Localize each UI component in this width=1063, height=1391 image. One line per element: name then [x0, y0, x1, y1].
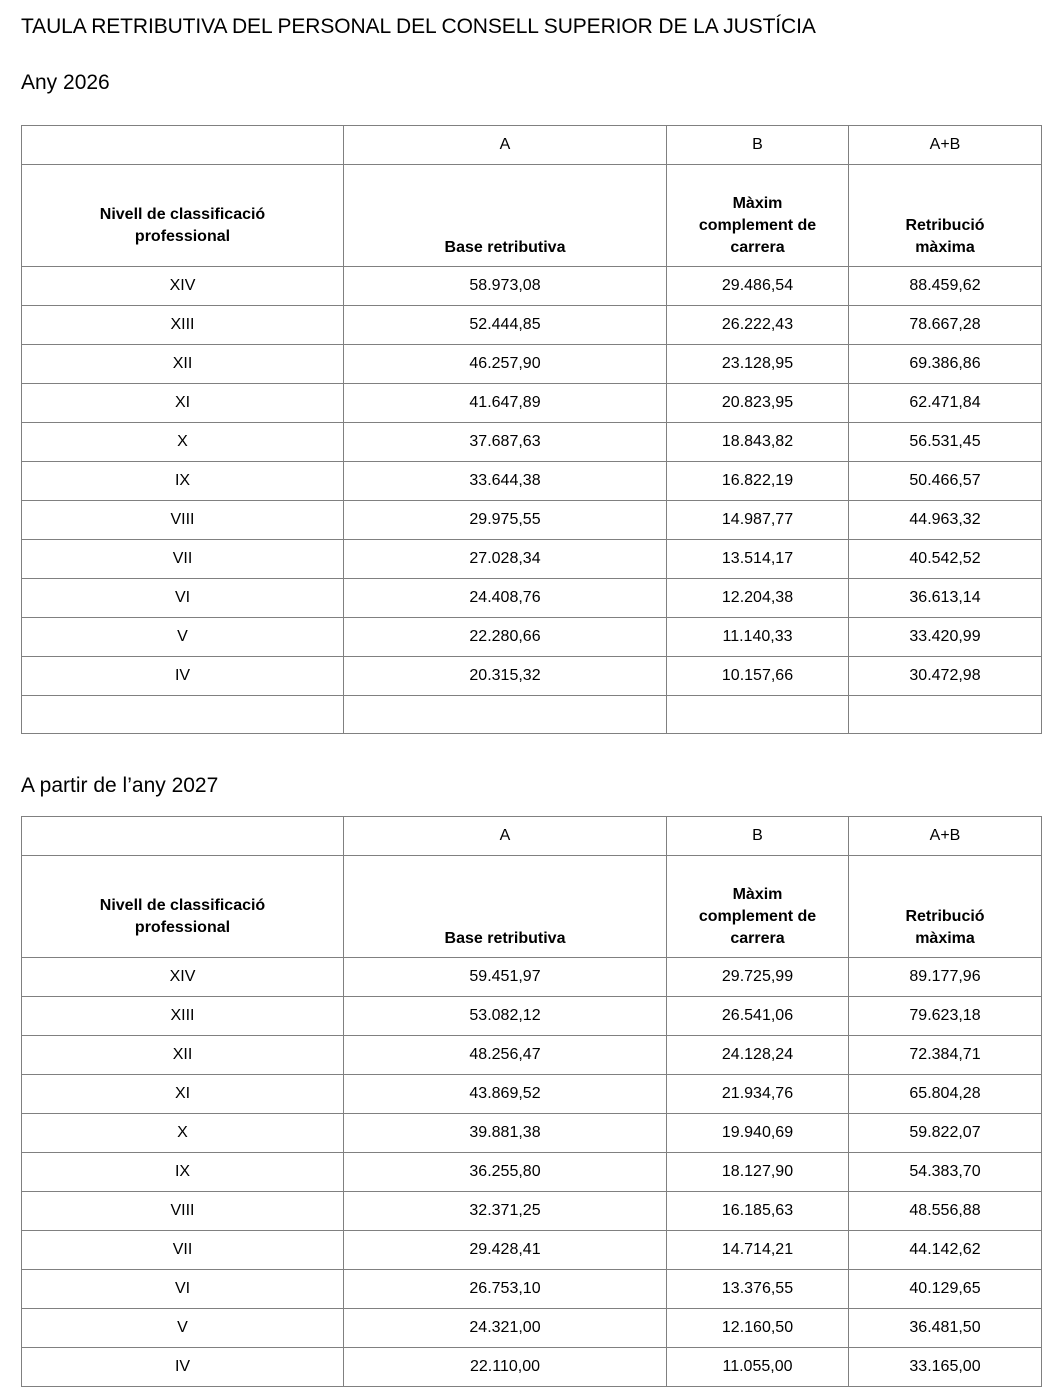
cell-base-salary: 29.428,41	[344, 1231, 667, 1270]
cell-career-complement: 18.843,82	[667, 423, 849, 462]
cell-max-salary: 59.822,07	[849, 1114, 1042, 1153]
cell-max-salary: 48.556,88	[849, 1192, 1042, 1231]
table-row	[22, 423, 1042, 462]
cell-career-complement: 13.514,17	[667, 540, 849, 579]
empty-table-row	[22, 696, 1042, 734]
cell-career-complement: 29.725,99	[667, 958, 849, 997]
cell-base-salary: 36.255,80	[344, 1153, 667, 1192]
cell-career-complement: 26.541,06	[667, 997, 849, 1036]
cell-career-complement: 11.055,00	[667, 1348, 849, 1387]
table-row	[22, 657, 1042, 696]
column-letter-row	[22, 817, 1042, 856]
cell-max-salary: 30.472,98	[849, 657, 1042, 696]
salary-table-2026	[21, 125, 1042, 734]
document-title: TAULA RETRIBUTIVA DEL PERSONAL DEL CONSELL SUPERIOR DE LA JUSTÍCIA	[21, 15, 816, 38]
cell-level: XII	[22, 1036, 344, 1075]
cell-level: XI	[22, 1075, 344, 1114]
cell-max-salary: 50.466,57	[849, 462, 1042, 501]
cell-max-salary: 33.420,99	[849, 618, 1042, 657]
column-letter: A	[344, 817, 667, 856]
cell-career-complement: 29.486,54	[667, 267, 849, 306]
cell-base-salary: 20.315,32	[344, 657, 667, 696]
cell-base-salary: 59.451,97	[344, 958, 667, 997]
cell-level: XIII	[22, 997, 344, 1036]
cell-max-salary: 40.129,65	[849, 1270, 1042, 1309]
cell-level: XII	[22, 345, 344, 384]
column-letter: A+B	[849, 126, 1042, 165]
cell-level: XIV	[22, 958, 344, 997]
cell-base-salary: 53.082,12	[344, 997, 667, 1036]
cell-career-complement: 10.157,66	[667, 657, 849, 696]
table-row	[22, 1075, 1042, 1114]
column-letter: A+B	[849, 817, 1042, 856]
cell-max-salary: 33.165,00	[849, 1348, 1042, 1387]
column-letter: B	[667, 126, 849, 165]
cell-base-salary: 37.687,63	[344, 423, 667, 462]
cell-level: VI	[22, 1270, 344, 1309]
cell-level: VII	[22, 1231, 344, 1270]
cell-level: VII	[22, 540, 344, 579]
table-row	[22, 267, 1042, 306]
cell-max-salary: 62.471,84	[849, 384, 1042, 423]
table-row	[22, 1114, 1042, 1153]
cell-level: XIII	[22, 306, 344, 345]
table-row	[22, 306, 1042, 345]
cell-base-salary: 24.321,00	[344, 1309, 667, 1348]
cell-base-salary: 43.869,52	[344, 1075, 667, 1114]
table-row	[22, 1270, 1042, 1309]
cell-level: VI	[22, 579, 344, 618]
column-header-base: Base retributiva	[344, 165, 667, 267]
table-row	[22, 540, 1042, 579]
cell-career-complement: 16.185,63	[667, 1192, 849, 1231]
cell-max-salary: 89.177,96	[849, 958, 1042, 997]
cell-max-salary: 36.481,50	[849, 1309, 1042, 1348]
cell-base-salary: 39.881,38	[344, 1114, 667, 1153]
cell-career-complement: 19.940,69	[667, 1114, 849, 1153]
table-row	[22, 1348, 1042, 1387]
table-body	[22, 267, 1042, 734]
column-header-row	[22, 165, 1042, 267]
cell-level: VIII	[22, 501, 344, 540]
table-row	[22, 579, 1042, 618]
cell-level: IX	[22, 462, 344, 501]
table-row	[22, 997, 1042, 1036]
cell-base-salary: 52.444,85	[344, 306, 667, 345]
cell-level: V	[22, 1309, 344, 1348]
cell-base-salary: 27.028,34	[344, 540, 667, 579]
cell-career-complement: 21.934,76	[667, 1075, 849, 1114]
section-heading-2026: Any 2026	[21, 71, 110, 94]
cell-max-salary: 44.963,32	[849, 501, 1042, 540]
column-letter-row	[22, 126, 1042, 165]
cell-max-salary: 44.142,62	[849, 1231, 1042, 1270]
column-header-total: Retribució màxima	[849, 165, 1042, 267]
column-header-row	[22, 856, 1042, 958]
cell-career-complement: 26.222,43	[667, 306, 849, 345]
cell-level: X	[22, 423, 344, 462]
column-letter: A	[344, 126, 667, 165]
empty-cell	[22, 696, 344, 734]
cell-level: VIII	[22, 1192, 344, 1231]
cell-level: XIV	[22, 267, 344, 306]
section-heading-2027: A partir de l’any 2027	[21, 774, 219, 797]
cell-level: X	[22, 1114, 344, 1153]
cell-career-complement: 13.376,55	[667, 1270, 849, 1309]
cell-career-complement: 23.128,95	[667, 345, 849, 384]
column-header-career: Màxim complement de carrera	[667, 165, 849, 267]
table-row	[22, 1192, 1042, 1231]
cell-base-salary: 29.975,55	[344, 501, 667, 540]
cell-base-salary: 41.647,89	[344, 384, 667, 423]
cell-base-salary: 33.644,38	[344, 462, 667, 501]
cell-base-salary: 22.280,66	[344, 618, 667, 657]
cell-level: IV	[22, 657, 344, 696]
table-row	[22, 1153, 1042, 1192]
column-letter	[22, 817, 344, 856]
table-row	[22, 1309, 1042, 1348]
cell-base-salary: 22.110,00	[344, 1348, 667, 1387]
cell-career-complement: 24.128,24	[667, 1036, 849, 1075]
column-header-career: Màxim complement de carrera	[667, 856, 849, 958]
table-row	[22, 501, 1042, 540]
cell-max-salary: 40.542,52	[849, 540, 1042, 579]
cell-max-salary: 88.459,62	[849, 267, 1042, 306]
cell-level: XI	[22, 384, 344, 423]
salary-table-2027	[21, 816, 1042, 1387]
cell-max-salary: 56.531,45	[849, 423, 1042, 462]
empty-cell	[849, 696, 1042, 734]
cell-base-salary: 32.371,25	[344, 1192, 667, 1231]
cell-base-salary: 46.257,90	[344, 345, 667, 384]
cell-level: V	[22, 618, 344, 657]
cell-max-salary: 78.667,28	[849, 306, 1042, 345]
column-header-base: Base retributiva	[344, 856, 667, 958]
column-letter: B	[667, 817, 849, 856]
cell-max-salary: 54.383,70	[849, 1153, 1042, 1192]
cell-base-salary: 26.753,10	[344, 1270, 667, 1309]
cell-career-complement: 12.160,50	[667, 1309, 849, 1348]
column-header-total: Retribució màxima	[849, 856, 1042, 958]
cell-level: IX	[22, 1153, 344, 1192]
table-row	[22, 1036, 1042, 1075]
table-row	[22, 618, 1042, 657]
table-row	[22, 462, 1042, 501]
cell-base-salary: 24.408,76	[344, 579, 667, 618]
cell-career-complement: 16.822,19	[667, 462, 849, 501]
cell-career-complement: 14.987,77	[667, 501, 849, 540]
cell-base-salary: 48.256,47	[344, 1036, 667, 1075]
cell-career-complement: 18.127,90	[667, 1153, 849, 1192]
table-body	[22, 958, 1042, 1387]
cell-career-complement: 20.823,95	[667, 384, 849, 423]
column-header-level: Nivell de classificació professional	[22, 165, 344, 267]
cell-max-salary: 36.613,14	[849, 579, 1042, 618]
cell-max-salary: 72.384,71	[849, 1036, 1042, 1075]
column-letter	[22, 126, 344, 165]
cell-career-complement: 14.714,21	[667, 1231, 849, 1270]
cell-max-salary: 79.623,18	[849, 997, 1042, 1036]
column-header-level: Nivell de classificació professional	[22, 856, 344, 958]
cell-max-salary: 69.386,86	[849, 345, 1042, 384]
cell-base-salary: 58.973,08	[344, 267, 667, 306]
table-row	[22, 345, 1042, 384]
table-row	[22, 1231, 1042, 1270]
cell-career-complement: 11.140,33	[667, 618, 849, 657]
empty-cell	[667, 696, 849, 734]
table-row	[22, 384, 1042, 423]
cell-career-complement: 12.204,38	[667, 579, 849, 618]
empty-cell	[344, 696, 667, 734]
cell-level: IV	[22, 1348, 344, 1387]
table-row	[22, 958, 1042, 997]
cell-max-salary: 65.804,28	[849, 1075, 1042, 1114]
